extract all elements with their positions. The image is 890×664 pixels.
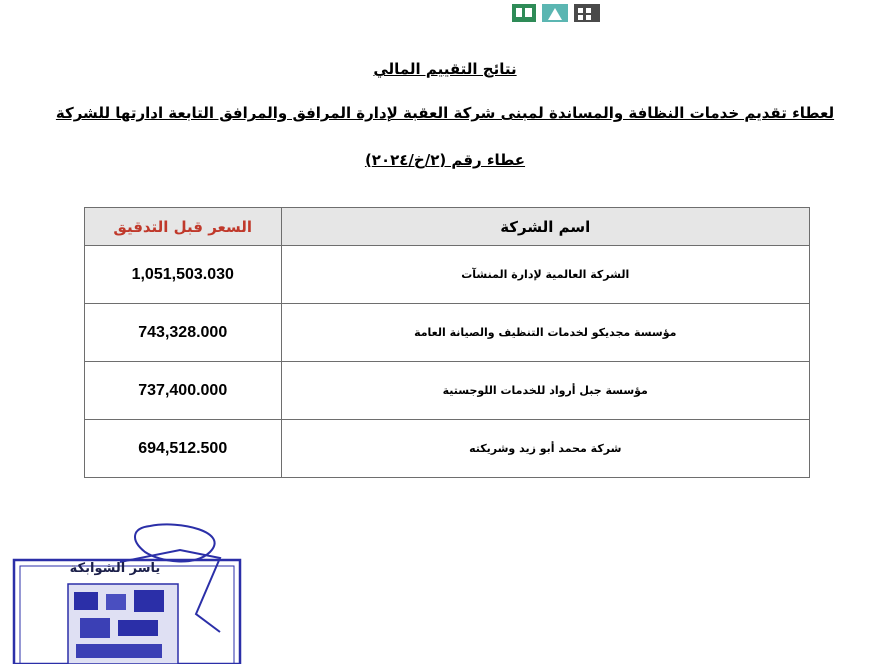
official-stamp [10, 522, 250, 664]
price-cell: 1,051,503.030 [85, 246, 282, 304]
table-row [85, 304, 810, 362]
company-column-header: اسم الشركة [281, 208, 810, 246]
stamp-name: ياسر الشوابكة [69, 561, 161, 576]
table-row [85, 362, 810, 420]
price-cell: 737,400.000 [85, 362, 282, 420]
document-title: نتائج التقييم المالي [373, 60, 517, 78]
table-header-row [85, 208, 810, 246]
tender-number: عطاء رقم (٢/خ/٢٠٢٤) [364, 151, 526, 169]
company-cell: الشركة العالمية لإدارة المنشآت [281, 246, 810, 304]
price-cell: 694,512.500 [85, 420, 282, 478]
price-cell: 743,328.000 [85, 304, 282, 362]
company-cell: مؤسسة مجديكو لخدمات التنظيف والصيانة العامة [281, 304, 810, 362]
table-row [85, 246, 810, 304]
company-cell: مؤسسة جبل أرواد للخدمات اللوجستية [281, 362, 810, 420]
financial-results-table [84, 207, 810, 478]
table-row [85, 420, 810, 478]
company-cell: شركة محمد أبو زيد وشريكته [281, 420, 810, 478]
company-logo [512, 0, 604, 24]
document-subtitle: لعطاء تقديم خدمات النظافة والمساندة لمبنى شركة العقبة لإدارة المرافق والمرافق التابعة ادارتها للشركة [55, 104, 835, 122]
price-column-header: السعر قبل التدقيق [85, 208, 282, 246]
